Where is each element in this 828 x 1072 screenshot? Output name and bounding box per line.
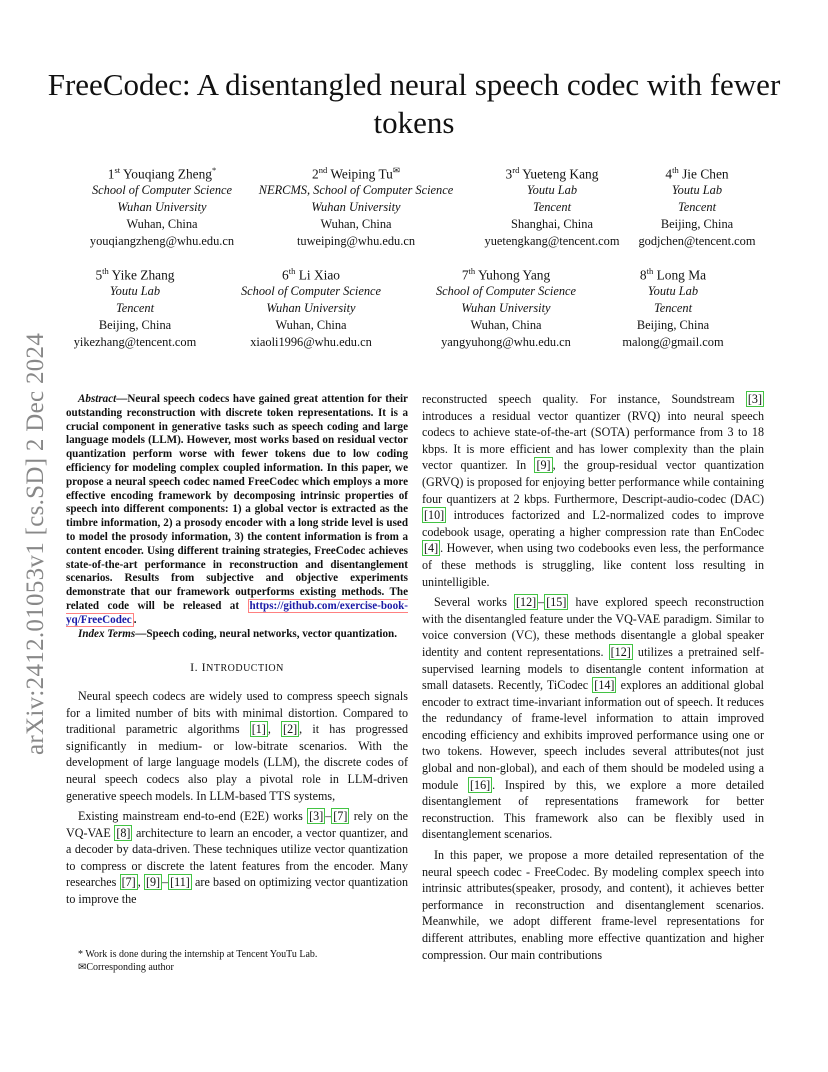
author-email: godjchen@tencent.com: [638, 234, 756, 249]
author-name: Long Ma: [656, 267, 707, 283]
citation-link[interactable]: [9]: [145, 875, 161, 890]
author-block: 6th Li Xiao School of Computer Science Wuhan University Wuhan, China xiaoli1996@whu.edu.cn: [228, 263, 394, 351]
abstract: Abstract—Neural speech codecs have gained great attention for their outstanding reconstruction with discrete token representations. It is a crucial component in generative tasks such as speech coding and large language models (LLM). However, most works based on residual vector quantization perform worse with fewer tokens due to low coding efficiency for modeling complex coupled information. In this paper, we propose a neural speech codec named FreeCodec which employs a more effective encoding framework by decomposing intrinsic properties of speech into different components: 1) a global vector is extracted as the timbre information, 2) a prosody encoder with a long stride level is used to model the prosody information, 3) the content information is from a content encoder. Using different training strategies, FreeCodec achieves state-of-the-art performance in reconstruction and disentanglement scenarios. Results from subjective and objective experiments demonstrate that our framework outperforms existing methods. The related code will be released at https://github.com/exercise-book-yq/FreeCodec .: [66, 393, 408, 626]
author-name: Yueteng Kang: [522, 166, 599, 182]
author-name: Yuhong Yang: [478, 267, 551, 283]
intro-paragraph-2: Existing mainstream end-to-end (E2E) works [3] – [7] rely on the VQ-VAE [8] architecture to learn an encoder, a vector quantizer, and a decoder by data-driven. These techniques utilize vector quantization to compress or discrete the latent features from the encoder. Many researches [7] , [9] – [11] are based on optimizing vector quantization to improve the: [66, 809, 409, 907]
index-terms: Index Terms—Speech coding, neural networks, vector quantization.: [78, 627, 397, 640]
author-name: Yike Zhang: [111, 267, 175, 283]
citation-link[interactable]: [11]: [170, 875, 190, 890]
citation-link[interactable]: [1]: [251, 722, 266, 737]
paper-title: FreeCodec: A disentangled neural speech codec with fewer tokens: [47, 67, 781, 140]
citation-link[interactable]: [3]: [309, 809, 324, 824]
author-block: 5th Yike Zhang Youtu Lab Tencent Beijing, China yikezhang@tencent.com: [60, 263, 210, 351]
author-block: 7th Yuhong Yang School of Computer Science Wuhan University Wuhan, China yangyuhong@whu.edu.cn: [420, 263, 592, 351]
citation-link[interactable]: [3]: [747, 392, 762, 406]
citation-link[interactable]: [10]: [424, 508, 445, 523]
author-email: youqiangzheng@whu.edu.cn: [89, 234, 235, 249]
citation-link[interactable]: [14]: [594, 678, 615, 693]
intro-paragraph-5: In this paper, we propose a more detailed representation of the neural speech codec - FreeCodec. By modeling complex speech into intrinsic attributes(speaker, prosody, and content), it achieves better performance in reconstruction and disentanglement scenarios. Meanwhile, we adopt different frame-level representations for different attributes, enabling more effective quantization and higher compression. Our main contributions: [422, 848, 764, 962]
author-block: 1st Youqiang Zheng* School of Computer Science Wuhan University Wuhan, China youqiangzheng@whu.edu.cn: [72, 162, 252, 250]
author-name: Li Xiao: [298, 267, 340, 283]
citation-link[interactable]: [4]: [424, 541, 439, 556]
citation-link[interactable]: [2]: [283, 722, 298, 737]
citation-link[interactable]: [8]: [116, 825, 131, 840]
intro-paragraph-3: reconstructed speech quality. For instance, Soundstream [3] introduces a residual vector quantizer (RVQ) into neural speech codecs to achieve state-of-the-art (SOTA) performance from 3 to 18 kbps. It is more efficient and has lower complexity than the plain vector quantizer. In [9] , the group-residual vector quantization (GRVQ) is proposed for enjoying better performance while containing four quantizers at 2 kbps. Furthermore, Descript-audio-codec (DAC) [10] introduces factorized and L2-normalized codes to improve codebook usage, operating a higher compression rate than EnCodec [4] . However, when using two codebooks even less, the performance of these methods is struggling, like content loss resulting in unintelligible.: [422, 392, 764, 589]
author-block: 3rd Yueteng Kang Youtu Lab Tencent Shanghai, China yuetengkang@tencent.com: [472, 162, 632, 250]
citation-link[interactable]: [7]: [333, 809, 348, 824]
footnote-internship: * Work is done during the internship at Tencent YouTu Lab.: [78, 949, 318, 960]
arxiv-identifier: arXiv:2412.01053v1 [cs.SD] 2 Dec 2024: [22, 332, 49, 755]
author-name: Youqiang Zheng: [122, 166, 212, 182]
author-email: yangyuhong@whu.edu.cn: [441, 335, 571, 350]
author-email: yikezhang@tencent.com: [73, 335, 197, 350]
citation-link[interactable]: [15]: [546, 595, 567, 610]
footnotes: [66, 948, 408, 974]
citation-link[interactable]: [7]: [121, 875, 136, 890]
citation-link[interactable]: [9]: [536, 458, 551, 473]
left-column: [66, 393, 408, 912]
section-heading-introduction: I. INTRODUCTION: [190, 660, 284, 675]
code-repository-link[interactable]: https://github.com/exercise-book-yq/FreeCodec: [66, 599, 408, 626]
author-email: malong@gmail.com: [622, 335, 724, 350]
footnote-corresponding: ✉Corresponding author: [78, 962, 174, 973]
citation-link[interactable]: [12]: [610, 644, 631, 659]
author-block: 4th Jie Chen Youtu Lab Tencent Beijing, China godjchen@tencent.com: [632, 162, 762, 250]
author-name: Jie Chen: [682, 166, 729, 182]
right-column: [422, 391, 764, 967]
intro-paragraph-1: Neural speech codecs are widely used to compress speech signals for a limited number of bits with minimal distortion. Compared to traditional parametric algorithms [1] , [2] , it has progressed significantly in medium- or low-bitrate scenarios. With the development of large language models (LLM), the discrete codes of neural speech codecs also play a pivotal role in LLM-driven generative speech models. In LLM-based TTS systems,: [66, 688, 408, 803]
author-email: yuetengkang@tencent.com: [484, 234, 620, 249]
citation-link[interactable]: [12]: [516, 595, 537, 610]
intro-paragraph-4: Several works [12] – [15] have explored speech reconstruction with the disentangled feature under the VQ-VAE paradigm. Similar to voice conversion (VC), these methods disentangle a global speaker identity and content representations. [12] utilizes a pretrained self-supervised learning models to disentangle content information at small datasets. Recently, TiCodec [14] explores an additional global encoder to extract time-invariant information out of speech. It reduces the redundancy of frame-level information to attain improved encoding efficiency and exhibits improved performance using one or two tokens. However, speech includes several attributes(not just global and non-global), and each of them should be modeled using a module [16] . Inspired by this, we explore a more detailed disentanglement of representations framework for better reconstruction. This framework also can be flexibly used in disentanglement scenarios.: [422, 595, 764, 842]
author-block: 2nd Weiping Tu✉ NERCMS, School of Computer Science Wuhan University Wuhan, China tuweiping@whu.edu.cn: [244, 162, 468, 250]
citation-link[interactable]: [16]: [470, 777, 491, 792]
author-email: xiaoli1996@whu.edu.cn: [250, 335, 372, 350]
author-name: Weiping Tu: [330, 166, 393, 182]
author-block: 8th Long Ma Youtu Lab Tencent Beijing, China malong@gmail.com: [608, 263, 738, 351]
author-email: tuweiping@whu.edu.cn: [296, 234, 416, 249]
